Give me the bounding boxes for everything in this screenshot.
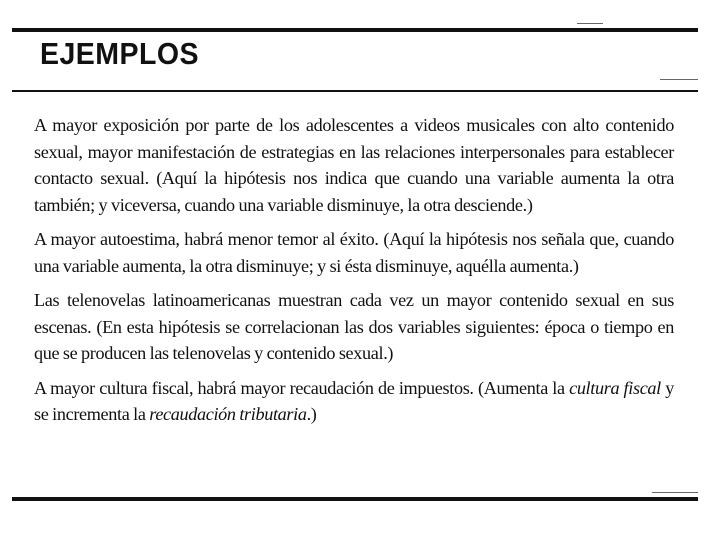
top-rule <box>12 28 698 32</box>
heading-rule <box>12 90 698 92</box>
example-paragraph-4 <box>34 375 674 428</box>
corner-mark-mid <box>660 79 698 80</box>
corner-mark-bottom <box>652 492 698 493</box>
example-paragraph-3: Las telenovelas latinoamericanas muestran cada vez un mayor contenido sexual en sus escenas. (En esta hipótesis se correlacionan las dos variables siguientes: época o tiempo en que se producen las telenovelas y contenido sexual.) <box>34 290 674 363</box>
example-4-italic-term-1: cultura fiscal <box>569 377 661 398</box>
example-4-text-a: A mayor cultura fiscal, habrá mayor recaudación de impuestos. (Aumenta la <box>34 377 570 398</box>
example-paragraph-2: A mayor autoestima, habrá menor temor al éxito. (Aquí la hipótesis nos señala que, cuando una variable aumenta, la otra disminuye; y si ésta disminuye, aquélla aumenta.) <box>34 229 674 276</box>
section-heading: EJEMPLOS <box>40 36 200 71</box>
example-paragraph-1: A mayor exposición por parte de los adolescentes a videos musicales con alto contenido sexual, mayor manifestación de estrategias en las relaciones interpersonales para establecer contacto sexual. (Aquí la hipótesis nos indica que cuando una variable aumenta la otra también; y viceversa, cuando una variable disminuye, la otra desciende.) <box>34 115 674 215</box>
example-4-text-c: .) <box>306 404 317 424</box>
bottom-rule <box>12 497 698 501</box>
corner-mark-top <box>577 23 603 24</box>
example-4-italic-term-2: recaudación tributaria <box>149 404 307 424</box>
examples-list <box>34 112 674 436</box>
example-4-text-b: y se incrementa la <box>34 377 674 424</box>
